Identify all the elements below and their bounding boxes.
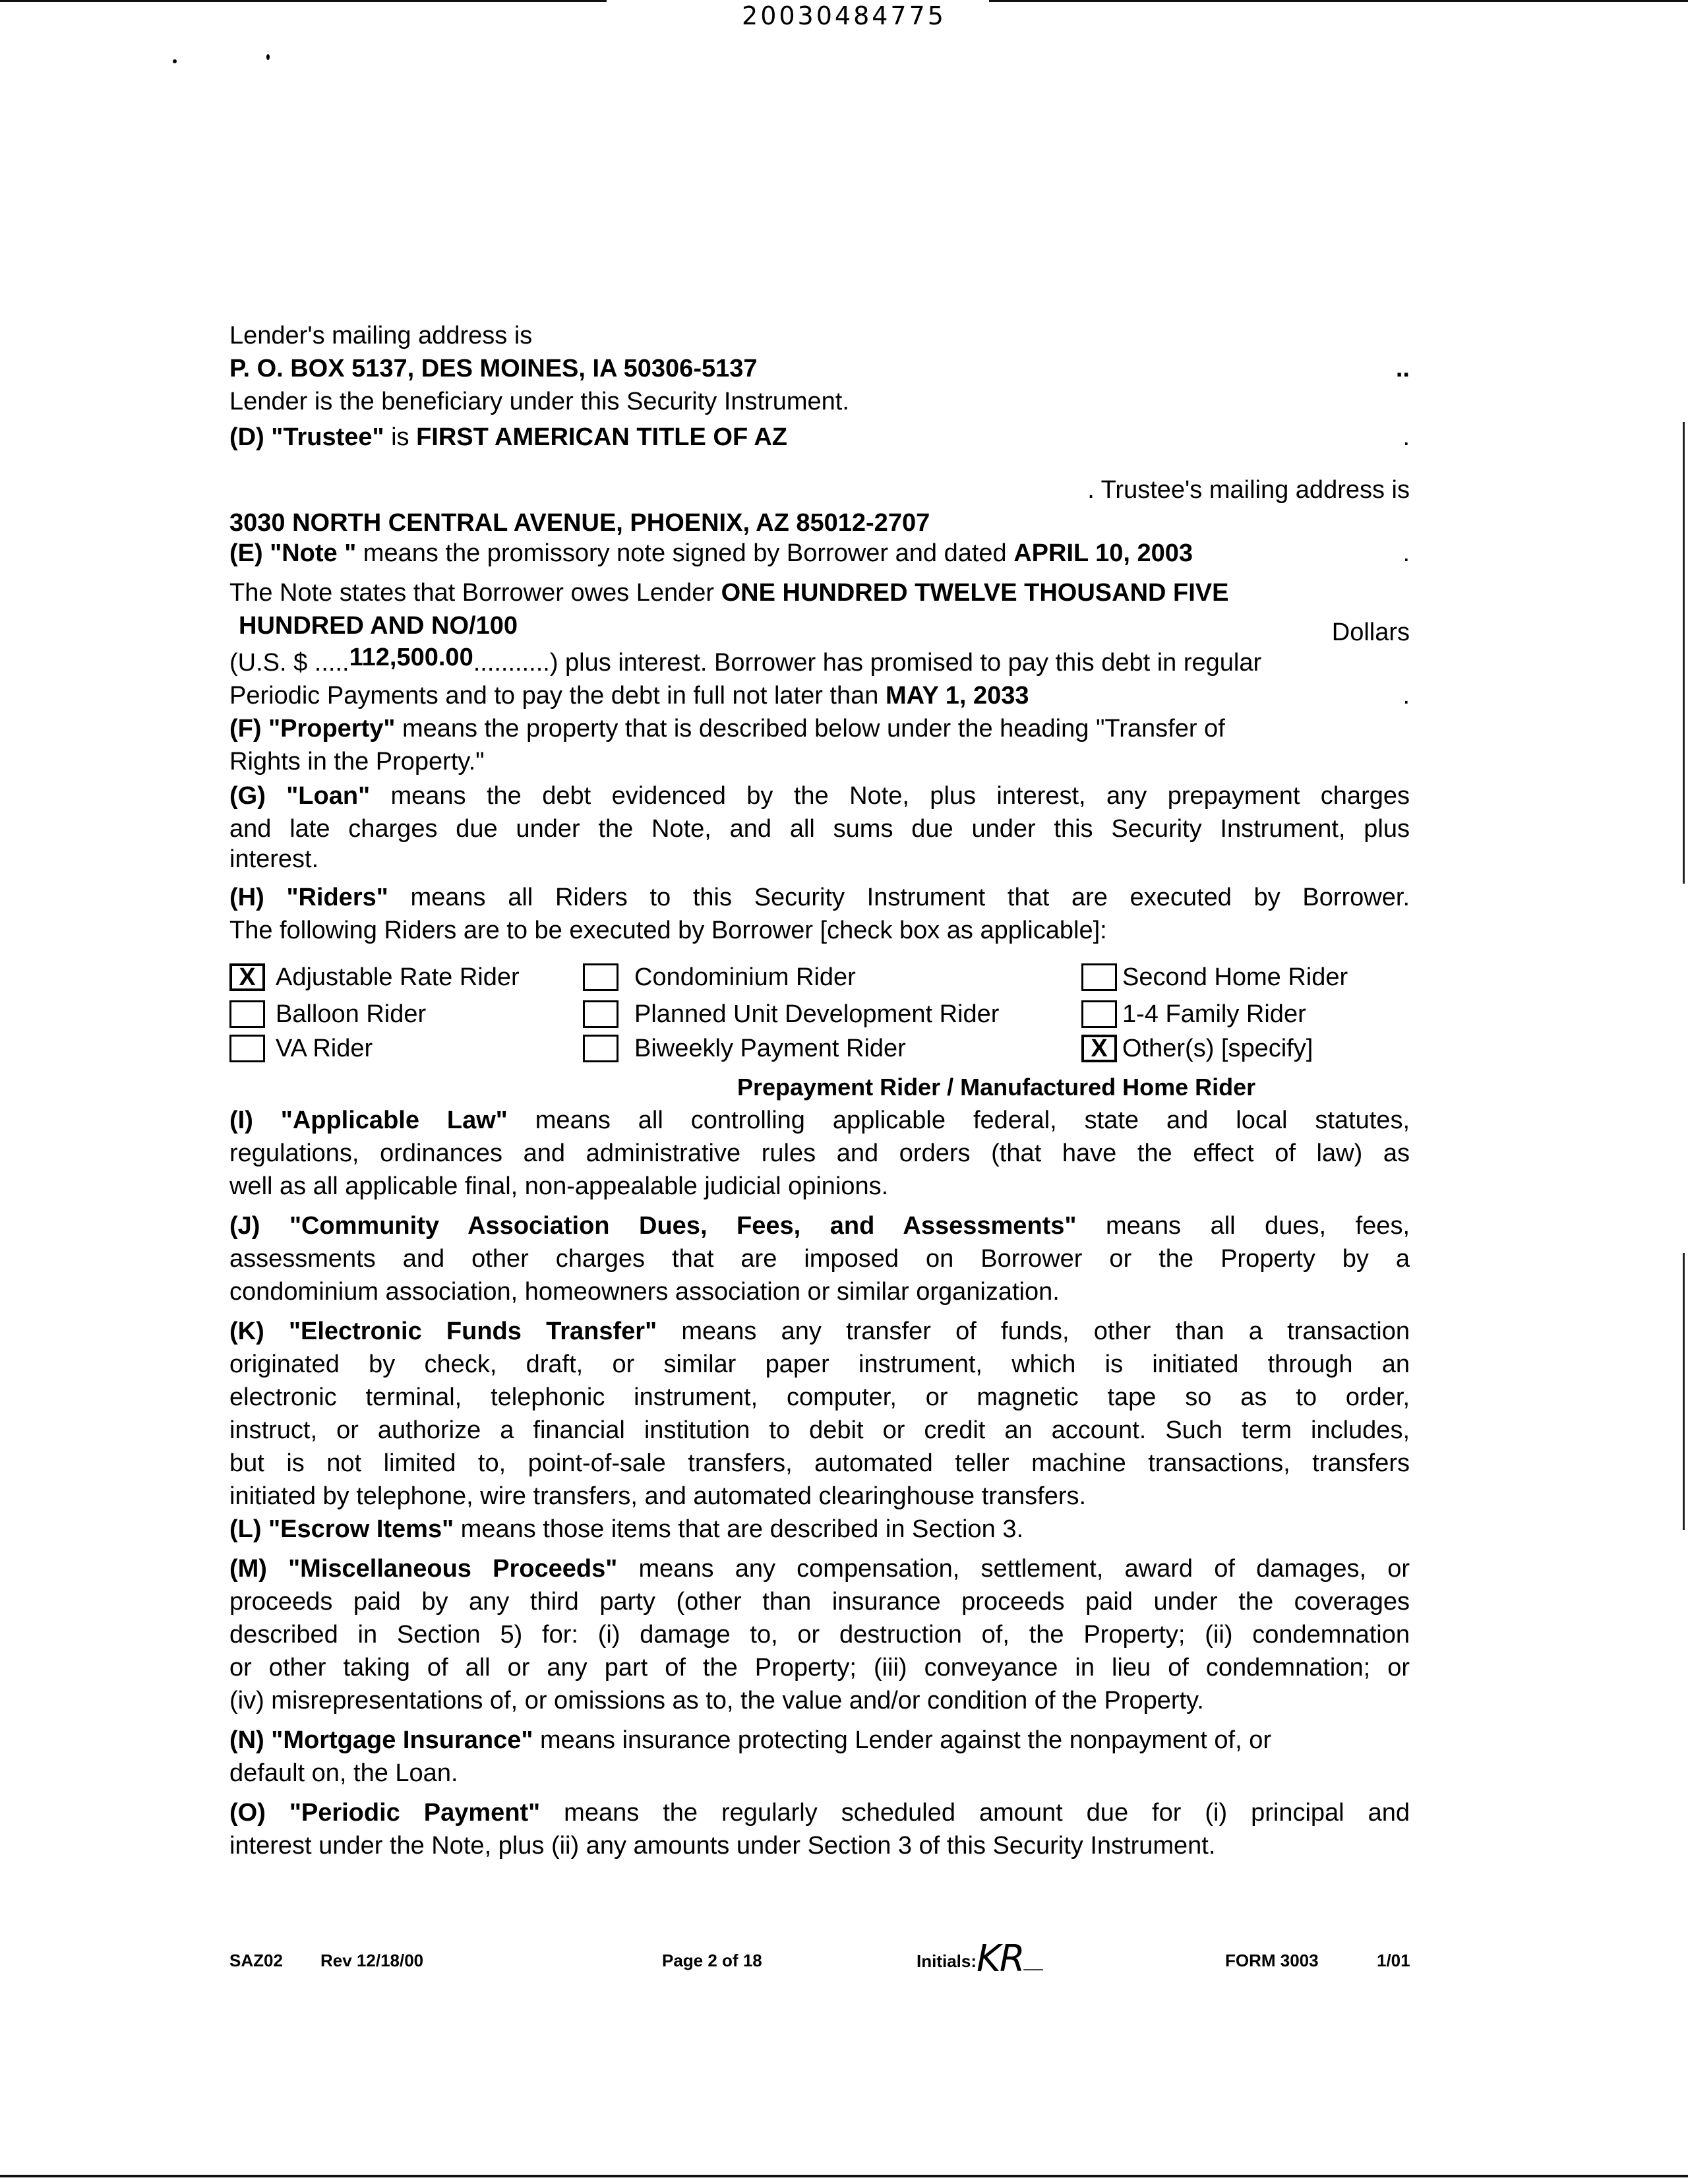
note-amount-words-line [229, 609, 1410, 646]
section-j-text-2: assessments and other charges that are imposed on Borrower or the Property by a [229, 1245, 1410, 1273]
section-n-text-2: default on, the Loan. [229, 1759, 458, 1787]
margin-dots: .. [1395, 355, 1410, 382]
maturity-date: MAY 1, 2033 [885, 682, 1029, 710]
document-number: 20030484775 [742, 1, 946, 30]
section-o-periodic-payment [229, 1796, 1410, 1829]
section-k-text-6: initiated by telephone, wire transfers, and automated clearinghouse transfers. [229, 1482, 1087, 1510]
rider-checkbox-checked[interactable]: X [229, 963, 265, 991]
us-dollar-suffix: ...........) plus interest. Borrower has promised to pay this debt in regular [473, 649, 1262, 677]
lender-address [229, 352, 1410, 385]
section-g-loan [229, 779, 1410, 812]
maturity-text: Periodic Payments and to pay the debt in full not later than [229, 682, 886, 710]
scan-edge-mark [1683, 422, 1685, 884]
rider-label: VA Rider [276, 1035, 373, 1062]
rider-va[interactable] [229, 1031, 373, 1066]
rider-others[interactable] [1081, 1031, 1313, 1066]
section-h-text-2: The following Riders are to be executed by Borrower [check box as applicable]: [229, 917, 1107, 944]
section-o-text-2: interest under the Note, plus (ii) any amounts under Section 3 of this Security Instrument. [229, 1832, 1216, 1860]
section-k-label: (K) "Electronic Funds Transfer" [229, 1318, 657, 1345]
trustee-name: FIRST AMERICAN TITLE OF AZ [416, 423, 787, 451]
section-h-text-1: means all Riders to this Security Instrument that are executed by Borrower. [388, 884, 1410, 911]
section-f-text-1: means the property that is described below under the heading "Transfer of [395, 715, 1225, 743]
section-d-trustee [229, 421, 1410, 454]
section-m-text-4: or other taking of all or any part of the Property; (iii) conveyance in lieu of condemnation; or [229, 1654, 1410, 1682]
rider-label: Adjustable Rate Rider [276, 963, 520, 991]
section-l-escrow-items [229, 1513, 1410, 1546]
section-m-text-3: described in Section 5) for: (i) damage to, or destruction of, the Property; (ii) condemnation [229, 1621, 1410, 1649]
section-g-text-2: and late charges due under the Note, and all sums due under this Security Instrument, plus [229, 815, 1410, 843]
rider-checkbox[interactable] [229, 1035, 265, 1062]
section-d-is: is [384, 423, 417, 451]
margin-dot: . [1402, 423, 1410, 451]
rider-second-home[interactable] [1081, 960, 1348, 994]
scan-speck [266, 54, 270, 60]
initials-underline: __ [1023, 1951, 1043, 1971]
section-j-text-1: means all dues, fees, [1076, 1212, 1410, 1240]
rider-label: 1-4 Family Rider [1122, 1000, 1306, 1028]
section-o-text-1: means the regularly scheduled amount due for (i) principal and [540, 1799, 1410, 1827]
note-amount-number: 112,500.00 [349, 644, 473, 671]
rider-checkbox[interactable] [229, 1000, 265, 1028]
footer-form-number: FORM 3003 [1225, 1951, 1319, 1970]
section-n-text-1: means insurance protecting Lender against the nonpayment of, or [533, 1726, 1272, 1754]
section-e-text: means the promissory note signed by Borrower and dated [356, 539, 1014, 567]
section-k-text-5: but is not limited to, point-of-sale transfers, automated teller machine transactions, transfers [229, 1449, 1410, 1477]
other-riders-specified: Prepayment Rider / Manufactured Home Rider [737, 1074, 1256, 1101]
footer-revision: Rev 12/18/00 [320, 1951, 424, 1970]
bottom-border [0, 2175, 1688, 2177]
footer-form-code: SAZ02 [229, 1951, 283, 1970]
note-amount-figures [229, 646, 1410, 679]
section-i-text-3: well as all applicable final, non-appealable judicial opinions. [229, 1172, 889, 1200]
section-k-text-4: instruct, or authorize a financial institution to debit or credit an account. Such term includes, [229, 1416, 1410, 1444]
lender-address-intro: Lender's mailing address is [229, 322, 533, 349]
section-i-text-1: means all controlling applicable federal, state and local statutes, [507, 1107, 1410, 1134]
section-d-label: (D) "Trustee" [229, 423, 384, 451]
section-f-label: (F) "Property" [229, 715, 396, 743]
trustee-address-intro: . Trustee's mailing address is [1087, 476, 1410, 504]
lender-beneficiary: Lender is the beneficiary under this Security Instrument. [229, 388, 849, 415]
section-i-applicable-law [229, 1104, 1410, 1137]
section-m-text-5: (iv) misrepresentations of, or omissions as to, the value and/or condition of the Property. [229, 1687, 1204, 1714]
rider-planned-unit-development[interactable] [583, 997, 999, 1031]
section-h-riders [229, 881, 1410, 914]
note-date: APRIL 10, 2003 [1013, 539, 1193, 567]
rider-label: Planned Unit Development Rider [634, 1000, 1000, 1028]
section-n-mortgage-insurance [229, 1724, 1410, 1757]
section-k-electronic-funds-transfer [229, 1315, 1410, 1348]
rider-checkbox[interactable] [583, 1035, 618, 1062]
section-m-label: (M) "Miscellaneous Proceeds" [229, 1555, 618, 1583]
rider-checkbox-checked[interactable]: X [1081, 1035, 1117, 1062]
section-i-text-2: regulations, ordinances and administrative rules and orders (that have the effect of law) as [229, 1139, 1410, 1167]
section-j-community-association [229, 1209, 1410, 1242]
rider-checkbox[interactable] [1081, 963, 1117, 991]
section-k-text-1: means any transfer of funds, other than a transaction [657, 1318, 1410, 1345]
maturity-line [229, 679, 1410, 712]
dollars-label: Dollars [1331, 619, 1410, 646]
margin-dot: . [1402, 682, 1410, 710]
rider-adjustable-rate[interactable] [229, 960, 520, 994]
section-e-label: (E) "Note " [229, 539, 357, 567]
rider-label: Second Home Rider [1122, 963, 1348, 991]
lender-address-text: P. O. BOX 5137, DES MOINES, IA 50306-5137 [229, 355, 758, 382]
rider-checkbox[interactable] [583, 1000, 618, 1028]
note-amount-words-2: HUNDRED AND NO/100 [239, 612, 518, 640]
section-k-text-3: electronic terminal, telephonic instrument, computer, or magnetic tape so as to order, [229, 1383, 1410, 1411]
rider-checkbox-grid [229, 960, 1410, 1067]
section-l-label: (L) "Escrow Items" [229, 1515, 454, 1543]
rider-label: Balloon Rider [276, 1000, 427, 1028]
section-e-note [229, 537, 1410, 570]
section-i-label: (I) "Applicable Law" [229, 1107, 508, 1134]
footer-initials [917, 1937, 1043, 1980]
footer-form-date: 1/01 [1377, 1951, 1410, 1970]
scan-speck [173, 59, 177, 63]
section-f-text-2: Rights in the Property." [229, 748, 485, 775]
rider-biweekly-payment[interactable] [583, 1031, 906, 1066]
footer-page-number: Page 2 of 18 [662, 1951, 762, 1970]
initials-signature: KR [977, 1937, 1024, 1980]
section-f-property [229, 712, 1410, 745]
section-m-text-2: proceeds paid by any third party (other than insurance proceeds paid under the coverages [229, 1588, 1410, 1616]
document-body [229, 319, 1410, 1862]
initials-label: Initials: [917, 1951, 977, 1971]
section-h-label: (H) "Riders" [229, 884, 388, 911]
section-g-label: (G) "Loan" [229, 782, 371, 810]
section-o-label: (O) "Periodic Payment" [229, 1799, 541, 1827]
section-g-text-1: means the debt evidenced by the Note, plus interest, any prepayment charges [370, 782, 1410, 810]
rider-1-4-family[interactable] [1081, 997, 1306, 1031]
section-l-text: means those items that are described in Section 3. [454, 1515, 1024, 1543]
note-amount-intro: The Note states that Borrower owes Lender [229, 579, 721, 607]
us-dollar-prefix: (U.S. $ ..... [229, 649, 349, 677]
section-j-label: (J) "Community Association Dues, Fees, and Assessments" [229, 1212, 1077, 1240]
rider-checkbox[interactable] [583, 963, 618, 991]
rider-balloon[interactable] [229, 997, 426, 1031]
scan-edge-mark [1683, 1253, 1685, 1530]
section-k-text-2: originated by check, draft, or similar paper instrument, which is initiated through an [229, 1350, 1410, 1378]
section-j-text-3: condominium association, homeowners association or similar organization. [229, 1278, 1060, 1306]
rider-condominium[interactable] [583, 960, 856, 994]
section-n-label: (N) "Mortgage Insurance" [229, 1726, 533, 1754]
section-m-miscellaneous-proceeds [229, 1552, 1410, 1585]
rider-checkbox[interactable] [1081, 1000, 1117, 1028]
note-amount-line [229, 576, 1410, 609]
note-amount-words-1: ONE HUNDRED TWELVE THOUSAND FIVE [721, 579, 1229, 607]
section-g-text-3: interest. [229, 845, 319, 873]
rider-label: Condominium Rider [634, 963, 856, 991]
section-m-text-1: means any compensation, settlement, award of damages, or [617, 1555, 1410, 1583]
rider-label: Other(s) [specify] [1122, 1035, 1313, 1062]
margin-dot: . [1402, 539, 1410, 567]
trustee-address: 3030 NORTH CENTRAL AVENUE, PHOENIX, AZ 85012-2707 [229, 509, 930, 537]
rider-label: Biweekly Payment Rider [634, 1035, 906, 1062]
